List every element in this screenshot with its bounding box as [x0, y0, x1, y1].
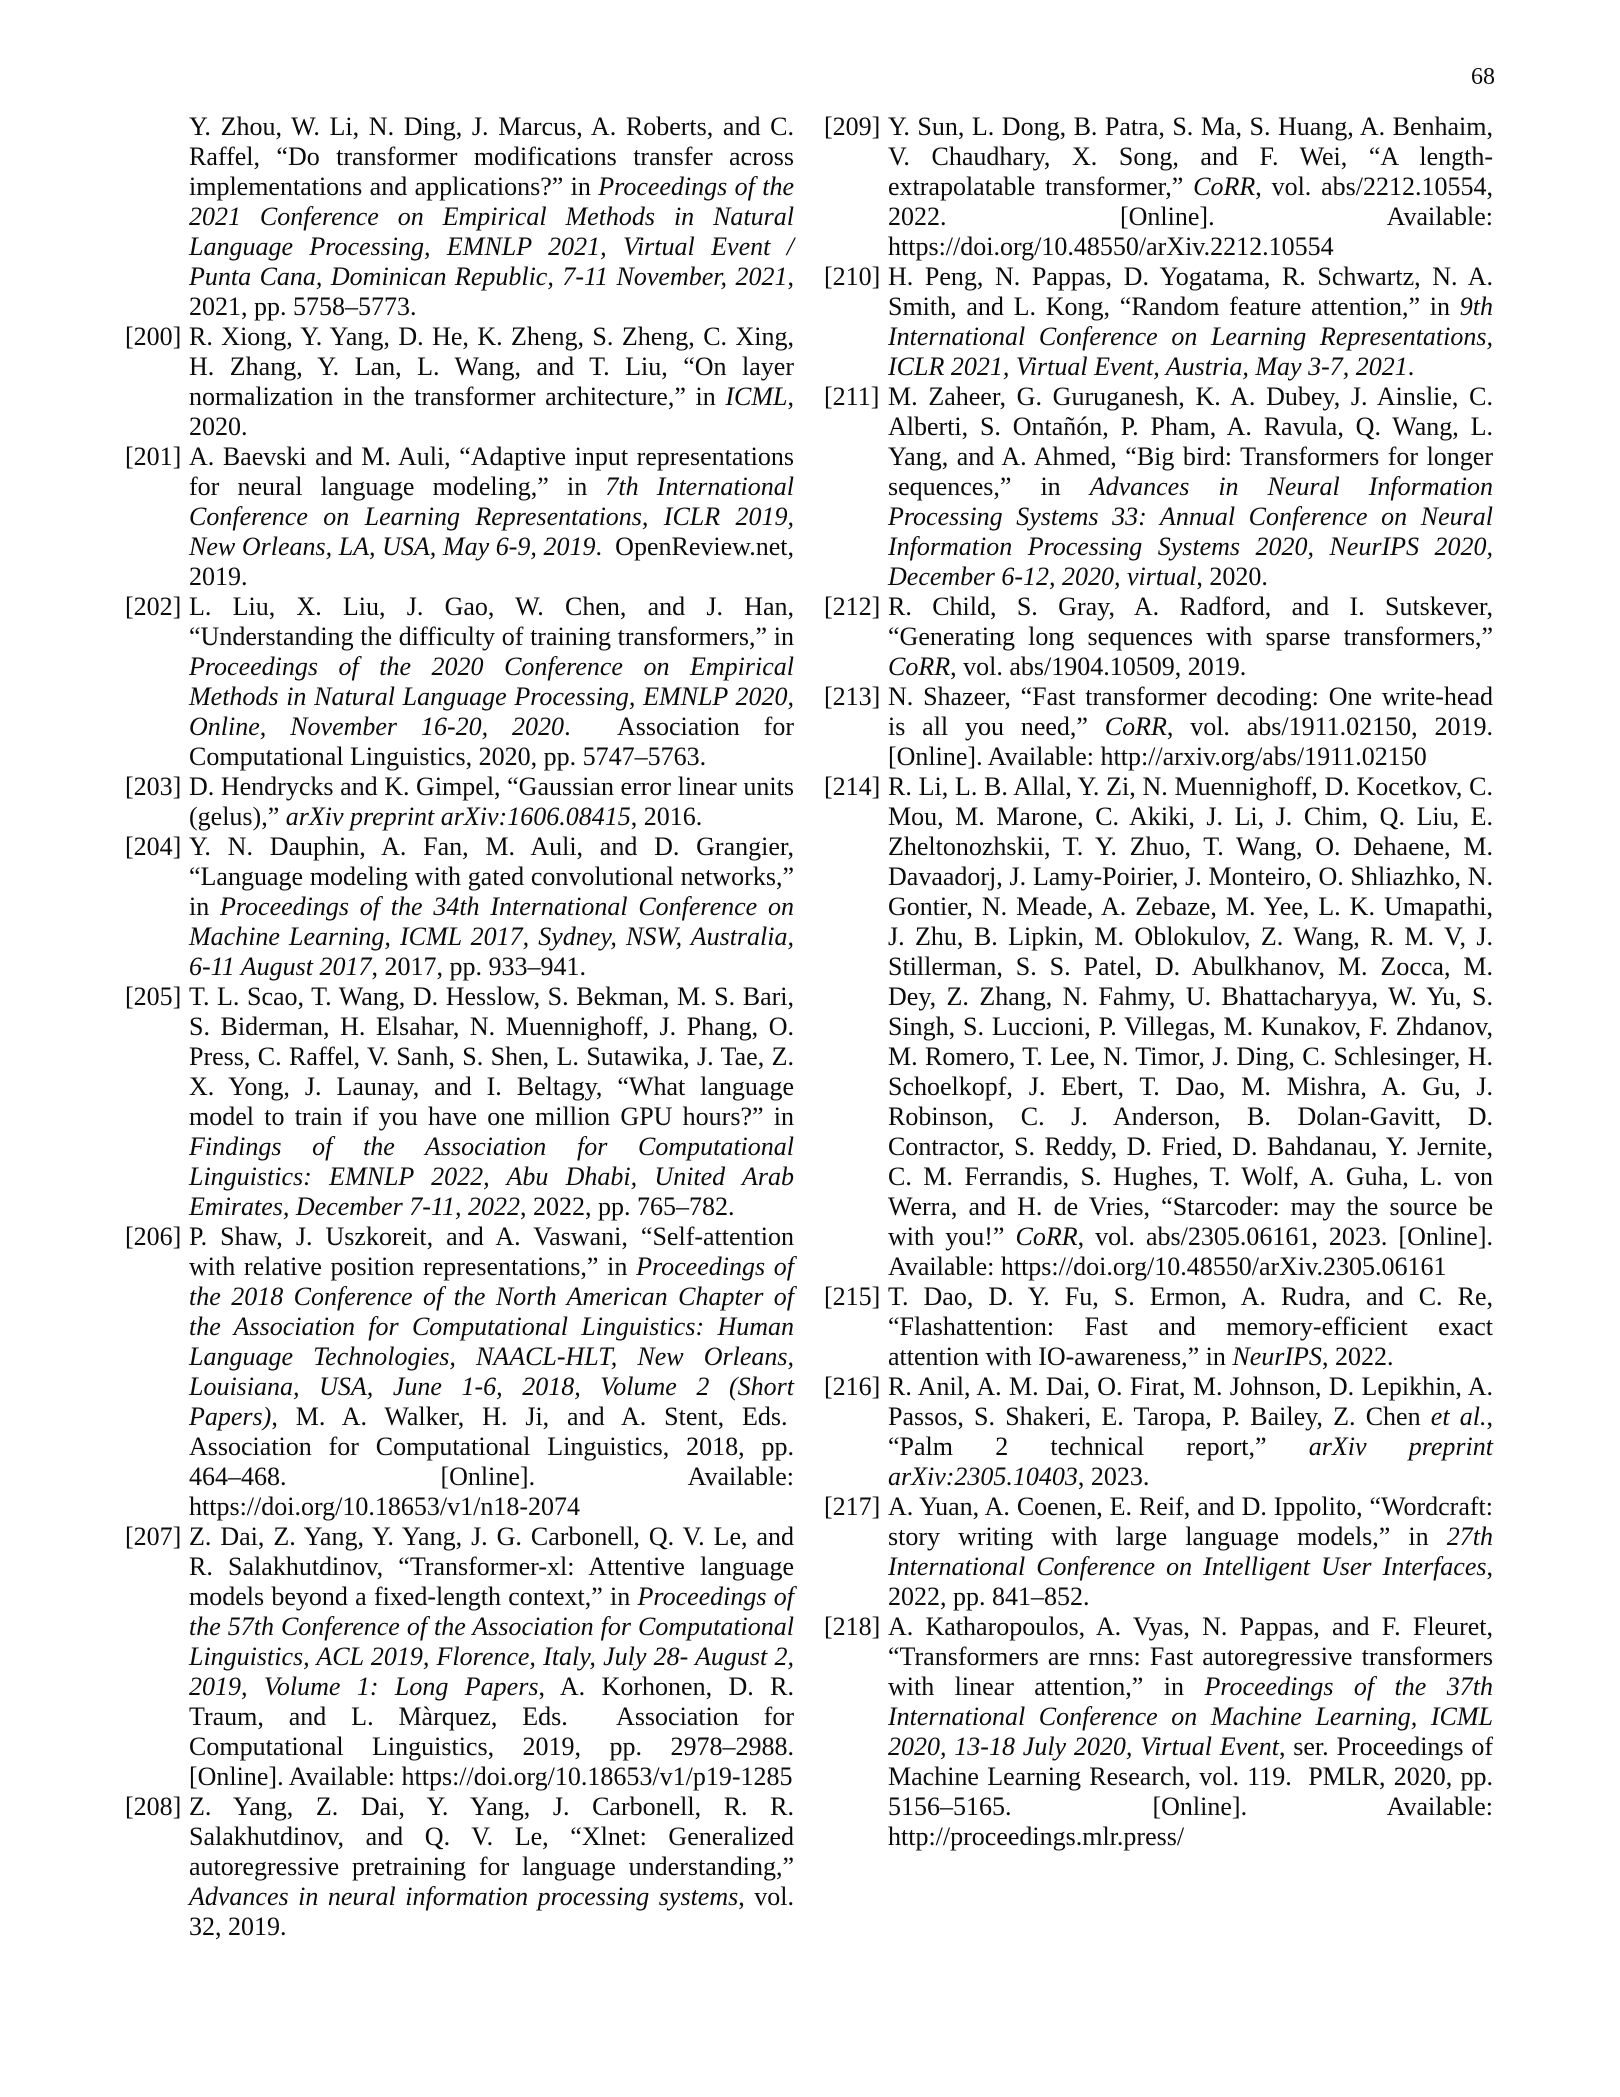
reference-venue-italic: Proceedings of the 2018 Conference of the North American Chapter of the Association for Computational Linguistics: Human Language Technologies, NAACL-HLT, New Orleans, Louisiana, USA, June 1-6, 2018, Volume 2 (Short Papers) [189, 1252, 794, 1431]
reference-text-segment: Z. Dai, Z. Yang, Y. Yang, J. G. Carbonell, Q. V. Le, and R. Salakhutdinov, “Transformer-xl: Attentive language models beyond a fixed-length context,” in [189, 1522, 794, 1611]
reference-entry [125, 592, 794, 772]
reference-text-segment: Y. Zhou, W. Li, N. Ding, J. Marcus, A. Roberts, and C. Raffel, “Do transformer modifications transfer across implementations and applications?” in [189, 112, 794, 201]
reference-text-segment: , 2022, pp. 765–782. [519, 1192, 735, 1221]
reference-text [888, 682, 1493, 771]
reference-text [189, 1792, 794, 1941]
reference-venue-italic: NeurIPS [1232, 1342, 1322, 1371]
reference-text-segment: D. Hendrycks and K. Gimpel, “Gaussian error linear units (gelus),” [189, 772, 794, 831]
reference-label: [203] [125, 772, 182, 801]
reference-venue-italic: Findings of the Association for Computational Linguistics: EMNLP 2022, Abu Dhabi, United Arab Emirates, December 7-11, 2022 [189, 1132, 794, 1221]
reference-label: [201] [125, 442, 182, 471]
reference-venue-italic: Proceedings of the 2021 Conference on Empirical Methods in Natural Language Processing, EMNLP 2021, Virtual Event / Punta Cana, Dominican Republic, 7-11 November, 2021 [189, 172, 795, 291]
reference-text [189, 322, 794, 441]
reference-venue-italic: 9th International Conference on Learning Representations, ICLR 2021, Virtual Event, Austria, May 3-7, 2021 [888, 292, 1493, 381]
reference-entry [125, 322, 794, 442]
reference-text-segment: A. Baevski and M. Auli, “Adaptive input representations for neural language modeling,” in [189, 442, 794, 501]
reference-label: [207] [125, 1522, 182, 1551]
reference-text [888, 592, 1493, 681]
reference-entry [824, 112, 1493, 262]
reference-text-segment: A. Katharopoulos, A. Vyas, N. Pappas, and F. Fleuret, “Transformers are rnns: Fast autoregressive transformers with linear attention,” in [888, 1612, 1493, 1701]
reference-venue-italic: CoRR [888, 652, 951, 681]
reference-entry [125, 772, 794, 832]
reference-venue-italic: arXiv preprint arXiv:1606.08415 [285, 802, 631, 831]
page-number: 68 [1471, 64, 1495, 90]
reference-venue-italic: et al. [1430, 1402, 1487, 1431]
reference-text-segment: T. Dao, D. Y. Fu, S. Ermon, A. Rudra, and C. Re, “Flashattention: Fast and memory-efficient exact attention with IO-awareness,” in [888, 1282, 1493, 1371]
reference-text [888, 1612, 1493, 1851]
reference-venue-italic: Proceedings of the 57th Conference of the Association for Computational Linguistics, ACL 2019, Florence, Italy, July 28- August 2, 2019, Volume 1: Long Papers [189, 1582, 794, 1701]
references-column-left [125, 112, 794, 1942]
reference-venue-italic: arXiv preprint arXiv:2305.10403 [888, 1432, 1493, 1491]
reference-text-segment: R. Child, S. Gray, A. Radford, and I. Sutskever, “Generating long sequences with sparse transformers,” [888, 592, 1493, 651]
reference-text-segment: R. Anil, A. M. Dai, O. Firat, M. Johnson, D. Lepikhin, A. Passos, S. Shakeri, E. Taropa, P. Bailey, Z. Chen [888, 1372, 1493, 1431]
reference-entry [125, 1522, 794, 1792]
reference-text-segment: . [1407, 352, 1415, 381]
reference-text [888, 1282, 1493, 1371]
reference-label: [202] [125, 592, 182, 621]
reference-text-segment: , 2022, pp. 841–852. [888, 1552, 1493, 1611]
reference-text-segment: , vol. abs/2212.10554, 2022. [Online]. Available: https://doi.org/10.48550/arXiv.2212.10554 [888, 172, 1493, 261]
reference-text [189, 112, 794, 321]
reference-entry [824, 772, 1493, 1282]
reference-text-segment: R. Li, L. B. Allal, Y. Zi, N. Muennighoff, D. Kocetkov, C. Mou, M. Marone, C. Akiki, J. Li, J. Chim, Q. Liu, E. Zheltonozhskii, T. Y. Zhuo, T. Wang, O. Dehaene, M. Davaadorj, J. Lamy-Poirier, J. Monteiro, O. Shliazhko, N. Gontier, N. Meade, A. Zebaze, M. Yee, L. K. Umapathi, J. Zhu, B. Lipkin, M. Oblokulov, Z. Wang, R. M. V, J. Stillerman, S. S. Patel, D. Abulkhanov, M. Zocca, M. Dey, Z. Zhang, N. Fahmy, U. Bhattacharyya, W. Yu, S. Singh, S. Luccioni, P. Villegas, M. Kunakov, F. Zhdanov, M. Romero, T. Lee, N. Timor, J. Ding, C. Schlesinger, H. Schoelkopf, J. Ebert, T. Dao, M. Mishra, A. Gu, J. Robinson, C. J. Anderson, B. Dolan-Gavitt, D. Contractor, S. Reddy, D. Fried, D. Bahdanau, Y. Jernite, C. M. Ferrandis, S. Hughes, T. Wolf, A. Guha, L. von Werra, and H. de Vries, “Starcoder: may the source be with you!” [888, 772, 1493, 1251]
reference-text-segment: , 2022. [1321, 1342, 1394, 1371]
reference-venue-italic: Proceedings of the 34th International Conference on Machine Learning, ICML 2017, Sydney, NSW, Australia, 6-11 August 2017 [189, 892, 794, 981]
reference-text-segment: M. Zaheer, G. Guruganesh, K. A. Dubey, J. Ainslie, C. Alberti, S. Ontañón, P. Pham, A. Ravula, Q. Wang, L. Yang, and A. Ahmed, “Big bird: Transformers for longer sequences,” in [888, 382, 1493, 501]
reference-text-segment: L. Liu, X. Liu, J. Gao, W. Chen, and J. Han, “Understanding the difficulty of training transformers,” in [189, 592, 794, 651]
reference-label: [205] [125, 982, 182, 1011]
reference-entry [125, 442, 794, 592]
reference-label: [212] [824, 592, 881, 621]
reference-venue-italic: Advances in neural information processing systems [189, 1882, 739, 1911]
references-column-right [824, 112, 1493, 1942]
reference-text [888, 772, 1493, 1281]
reference-text-segment: , 2020. [1196, 562, 1268, 591]
reference-label: [215] [824, 1282, 881, 1311]
reference-entry [125, 832, 794, 982]
reference-text [189, 772, 794, 831]
reference-text-segment: N. Shazeer, “Fast transformer decoding: One write-head is all you need,” [888, 682, 1493, 741]
reference-entry [125, 112, 794, 322]
reference-text-segment: , 2016. [630, 802, 703, 831]
reference-label: [213] [824, 682, 881, 711]
reference-text [189, 982, 794, 1221]
reference-text-segment: , vol. 32, 2019. [189, 1882, 794, 1941]
reference-entry [824, 682, 1493, 772]
reference-text-segment: , ser. Proceedings of Machine Learning Research, vol. 119. PMLR, 2020, pp. 5156–5165. [Online]. Available: http://proceedings.mlr.press/ [888, 1732, 1494, 1851]
reference-label: [210] [824, 262, 881, 291]
reference-text-segment: T. L. Scao, T. Wang, D. Hesslow, S. Bekman, M. S. Bari, S. Biderman, H. Elsahar, N. Muennighoff, J. Phang, O. Press, C. Raffel, V. Sanh, S. Shen, L. Sutawika, J. Tae, Z. X. Yong, J. Launay, and I. Beltagy, “What language model to train if you have one million GPU hours?” in [189, 982, 794, 1131]
reference-entry [824, 592, 1493, 682]
reference-text-segment: . Association for Computational Linguistics, 2020, pp. 5747–5763. [189, 712, 794, 771]
reference-entry [125, 982, 794, 1222]
reference-venue-italic: Proceedings of the 2020 Conference on Empirical Methods in Natural Language Processing, EMNLP 2020, Online, November 16-20, 2020 [189, 652, 794, 741]
reference-text-segment: , M. A. Walker, H. Ji, and A. Stent, Eds. Association for Computational Linguistics, 2018, pp. 464–468. [Online]. Available: https://doi.org/10.18653/v1/n18-2074 [189, 1402, 794, 1521]
reference-entry [824, 1492, 1493, 1612]
reference-label: [204] [125, 832, 182, 861]
reference-venue-italic: CoRR [1193, 172, 1256, 201]
reference-venue-italic: CoRR [1015, 1222, 1078, 1251]
reference-text-segment: , “Palm 2 technical report,” [888, 1402, 1493, 1461]
reference-label: [209] [824, 112, 881, 141]
reference-label: [206] [125, 1222, 182, 1251]
reference-text-segment: R. Xiong, Y. Yang, D. He, K. Zheng, S. Zheng, C. Xing, H. Zhang, Y. Lan, L. Wang, and T. Liu, “On layer normalization in the transformer architecture,” in [189, 322, 794, 411]
reference-text [888, 112, 1493, 261]
reference-label: [200] [125, 322, 182, 351]
reference-label: [211] [824, 382, 880, 411]
reference-text [888, 1372, 1493, 1491]
reference-text-segment: , vol. abs/1904.10509, 2019. [950, 652, 1247, 681]
reference-text [189, 1222, 794, 1521]
reference-entry [824, 1612, 1493, 1852]
reference-text [189, 442, 794, 591]
reference-label: [214] [824, 772, 881, 801]
reference-text-segment: , A. Korhonen, D. R. Traum, and L. Màrquez, Eds. Association for Computational Linguistics, 2019, pp. 2978–2988. [Online]. Available: https://doi.org/10.18653/v1/p19-1285 [189, 1672, 794, 1791]
reference-text [888, 1492, 1493, 1611]
reference-entry [824, 1282, 1493, 1372]
reference-text-segment: , 2021, pp. 5758–5773. [189, 262, 794, 321]
reference-text [189, 832, 794, 981]
reference-text-segment: , vol. abs/1911.02150, 2019. [Online]. Available: http://arxiv.org/abs/1911.02150 [888, 712, 1493, 771]
reference-text-segment: P. Shaw, J. Uszkoreit, and A. Vaswani, “Self-attention with relative position representations,” in [189, 1222, 794, 1281]
reference-text-segment: , 2017, pp. 933–941. [371, 952, 586, 981]
reference-text [888, 382, 1493, 591]
references-section [125, 112, 1493, 1942]
reference-label: [216] [824, 1372, 881, 1401]
reference-text-segment: Y. Sun, L. Dong, B. Patra, S. Ma, S. Huang, A. Benhaim, V. Chaudhary, X. Song, and F. Wei, “A length-extrapolatable transformer,” [888, 112, 1493, 201]
reference-label: [217] [824, 1492, 881, 1521]
reference-text-segment: . OpenReview.net, 2019. [189, 532, 794, 591]
reference-text-segment: , vol. abs/2305.06161, 2023. [Online]. Available: https://doi.org/10.48550/arXiv.2305.06161 [888, 1222, 1493, 1281]
reference-venue-italic: CoRR [1104, 712, 1167, 741]
reference-venue-italic: Advances in Neural Information Processing Systems 33: Annual Conference on Neural Information Processing Systems 2020, NeurIPS 2020, December 6-12, 2020, virtual [888, 472, 1493, 591]
reference-entry [824, 1372, 1493, 1492]
reference-entry [824, 262, 1493, 382]
reference-text [888, 262, 1493, 381]
reference-entry [125, 1792, 794, 1942]
reference-text-segment: H. Peng, N. Pappas, D. Yogatama, R. Schwartz, N. A. Smith, and L. Kong, “Random feature attention,” in [888, 262, 1493, 321]
reference-text-segment: Z. Yang, Z. Dai, Y. Yang, J. Carbonell, R. R. Salakhutdinov, and Q. V. Le, “Xlnet: Generalized autoregressive pretraining for language understanding,” [189, 1792, 794, 1881]
reference-entry [125, 1222, 794, 1522]
reference-venue-italic: 27th International Conference on Intelligent User Interfaces [888, 1522, 1493, 1581]
reference-text-segment: , 2020. [189, 382, 794, 441]
reference-label: [218] [824, 1612, 881, 1641]
reference-label: [208] [125, 1792, 182, 1821]
reference-text-segment: , 2023. [1077, 1462, 1150, 1491]
reference-text-segment: A. Yuan, A. Coenen, E. Reif, and D. Ippolito, “Wordcraft: story writing with large language models,” in [888, 1492, 1493, 1551]
reference-venue-italic: Proceedings of the 37th International Conference on Machine Learning, ICML 2020, 13-18 July 2020, Virtual Event [888, 1672, 1493, 1761]
reference-text-segment: Y. N. Dauphin, A. Fan, M. Auli, and D. Grangier, “Language modeling with gated convolutional networks,” in [189, 832, 794, 921]
reference-text [189, 592, 794, 771]
reference-venue-italic: 7th International Conference on Learning Representations, ICLR 2019, New Orleans, LA, USA, May 6-9, 2019 [189, 472, 794, 561]
reference-text [189, 1522, 794, 1791]
reference-venue-italic: ICML [725, 382, 788, 411]
reference-entry [824, 382, 1493, 592]
